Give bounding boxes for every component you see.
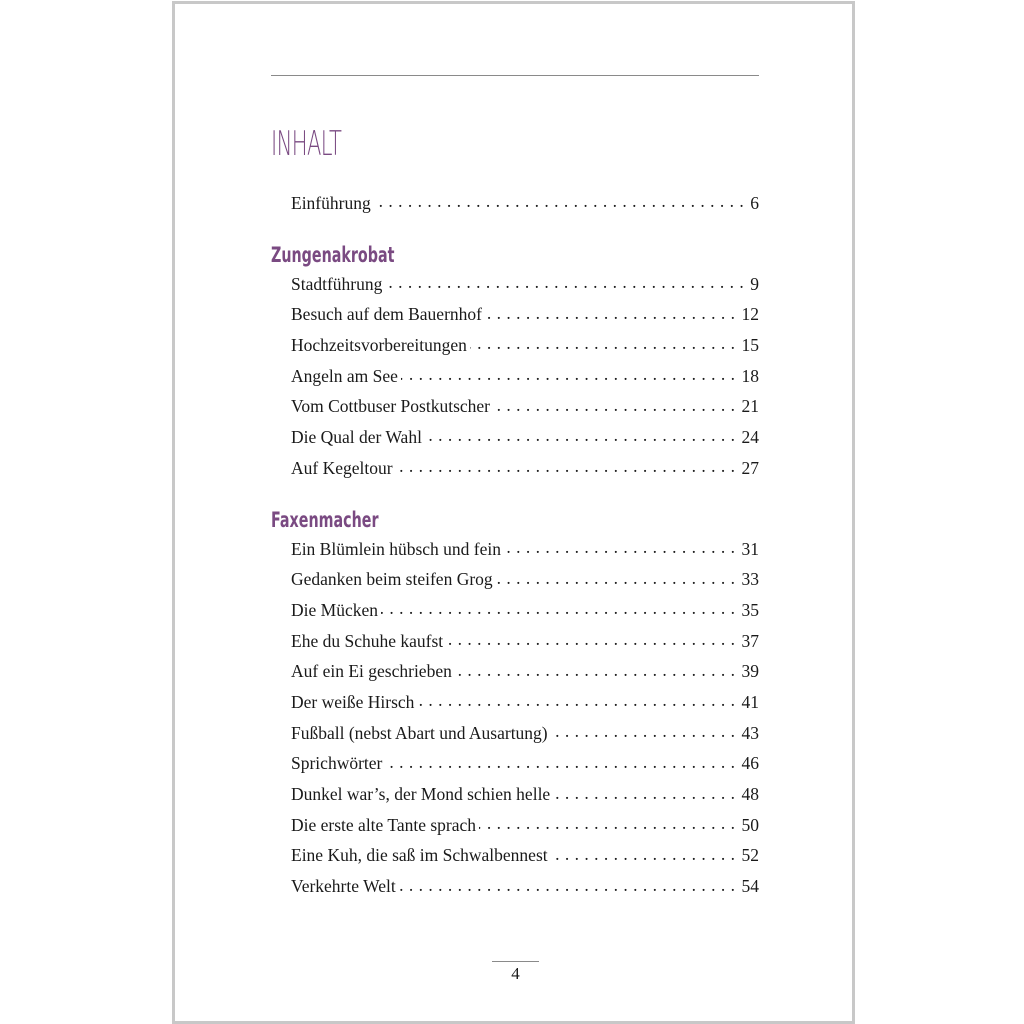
toc-entry-title: Stadtführung <box>291 273 383 294</box>
toc-entry-page: 50 <box>741 814 759 835</box>
toc-entry-leader <box>485 303 736 321</box>
toc-entry-page: 24 <box>741 426 759 447</box>
toc-entry-leader <box>553 783 735 801</box>
toc-entry-page: 52 <box>741 845 759 866</box>
toc-entry-title: Der weiße Hirsch <box>291 691 415 712</box>
toc-entry-page: 35 <box>741 599 759 620</box>
page-number: 4 <box>511 964 520 983</box>
toc-entry-page: 46 <box>741 753 759 774</box>
toc-entry[interactable] <box>291 303 759 334</box>
toc-entry[interactable] <box>291 537 759 568</box>
top-rule <box>271 75 759 76</box>
toc-entry-title: Gedanken beim steifen Grog <box>291 569 493 590</box>
toc-entry[interactable] <box>291 425 759 456</box>
toc-intro-list <box>291 191 759 222</box>
toc-entry-leader <box>470 333 736 351</box>
toc-entry[interactable] <box>291 272 759 303</box>
toc-entry-leader <box>396 456 736 474</box>
toc-entry-leader <box>551 844 736 862</box>
toc-entry[interactable] <box>291 660 759 691</box>
section-heading-faxenmacher: Faxenmacher <box>271 508 379 532</box>
toc-entry[interactable] <box>291 875 759 906</box>
toc-entry-leader <box>504 537 736 555</box>
toc-entry[interactable] <box>291 568 759 599</box>
toc-entry-page: 31 <box>741 538 759 559</box>
toc-entry-title: Fußball (nebst Abart und Ausartung) <box>291 722 548 743</box>
toc-entry-leader <box>493 395 736 413</box>
toc-entry-title: Einführung <box>291 192 371 213</box>
toc-entry-leader <box>399 875 736 893</box>
toc-entry-page: 12 <box>741 304 759 325</box>
toc-entry-title: Auf ein Ei geschrieben <box>291 661 452 682</box>
toc-entry-page: 21 <box>741 396 759 417</box>
toc-entry-leader <box>374 191 745 209</box>
toc-entry-title: Hochzeitsvorbereitungen <box>291 334 467 355</box>
section-heading-zungenakrobat: Zungenakrobat <box>271 243 395 267</box>
toc-entry-title: Die Qual der Wahl <box>291 426 422 447</box>
toc-entry-leader <box>417 690 735 708</box>
toc-entry-title: Vom Cottbuser Postkutscher <box>291 396 490 417</box>
toc-entry-page: 15 <box>741 334 759 355</box>
toc-entry-title: Die Mücken <box>291 599 378 620</box>
toc-entry-title: Die erste alte Tante sprach <box>291 814 477 835</box>
toc-entry[interactable] <box>291 598 759 629</box>
folio-rule <box>492 961 539 962</box>
toc-entry-page: 39 <box>741 661 759 682</box>
toc-entry-leader <box>455 660 736 678</box>
toc-entry-title: Dunkel war’s, der Mond schien helle <box>291 784 551 804</box>
toc-entry-leader <box>401 364 736 382</box>
toc-entry-page: 43 <box>741 722 759 743</box>
toc-entry[interactable] <box>291 395 759 426</box>
toc-entry-title: Eine Kuh, die saß im Schwalbennest <box>291 845 548 866</box>
toc-entry-leader <box>479 813 735 831</box>
toc-entry[interactable] <box>291 813 759 844</box>
toc-entry-title: Auf Kegeltour <box>291 457 393 478</box>
toc-entry[interactable] <box>291 333 759 364</box>
toc-entry[interactable] <box>291 690 759 721</box>
toc-section-2-list <box>291 537 759 905</box>
toc-entry-page: 33 <box>741 569 759 590</box>
toc-entry-title: Verkehrte Welt <box>291 876 396 897</box>
toc-entry-page: 48 <box>741 784 759 804</box>
toc-entry-page: 54 <box>741 876 759 897</box>
toc-entry[interactable] <box>291 191 759 222</box>
book-page <box>172 1 855 1024</box>
toc-entry-page: 41 <box>741 691 759 712</box>
toc-entry-page: 18 <box>741 365 759 386</box>
toc-entry-leader <box>381 598 736 616</box>
toc-entry[interactable] <box>291 783 759 814</box>
toc-entry-page: 27 <box>741 457 759 478</box>
toc-entry-leader <box>385 272 744 290</box>
toc-entry[interactable] <box>291 752 759 783</box>
toc-entry[interactable] <box>291 364 759 395</box>
toc-entry-leader <box>551 721 736 739</box>
toc-entry-title: Angeln am See <box>291 365 398 386</box>
toc-entry[interactable] <box>291 844 759 875</box>
toc-entry[interactable] <box>291 629 759 660</box>
toc-entry[interactable] <box>291 456 759 487</box>
toc-entry-title: Besuch auf dem Bauernhof <box>291 304 482 325</box>
toc-title: INHALT <box>271 124 342 164</box>
toc-entry-leader <box>446 629 735 647</box>
toc-entry-leader <box>385 752 735 770</box>
toc-entry-page: 6 <box>750 192 759 213</box>
toc-entry-title: Ehe du Schuhe kaufst <box>291 630 444 651</box>
toc-section-1-list <box>291 272 759 487</box>
toc-entry-page: 9 <box>750 273 759 294</box>
toc-entry-leader <box>496 568 736 586</box>
toc-entry-page: 37 <box>741 630 759 651</box>
toc-entry-leader <box>425 425 736 443</box>
toc-entry[interactable] <box>291 721 759 752</box>
toc-entry-title: Sprichwörter <box>291 753 383 774</box>
toc-entry-title: Ein Blümlein hübsch und fein <box>291 538 501 559</box>
